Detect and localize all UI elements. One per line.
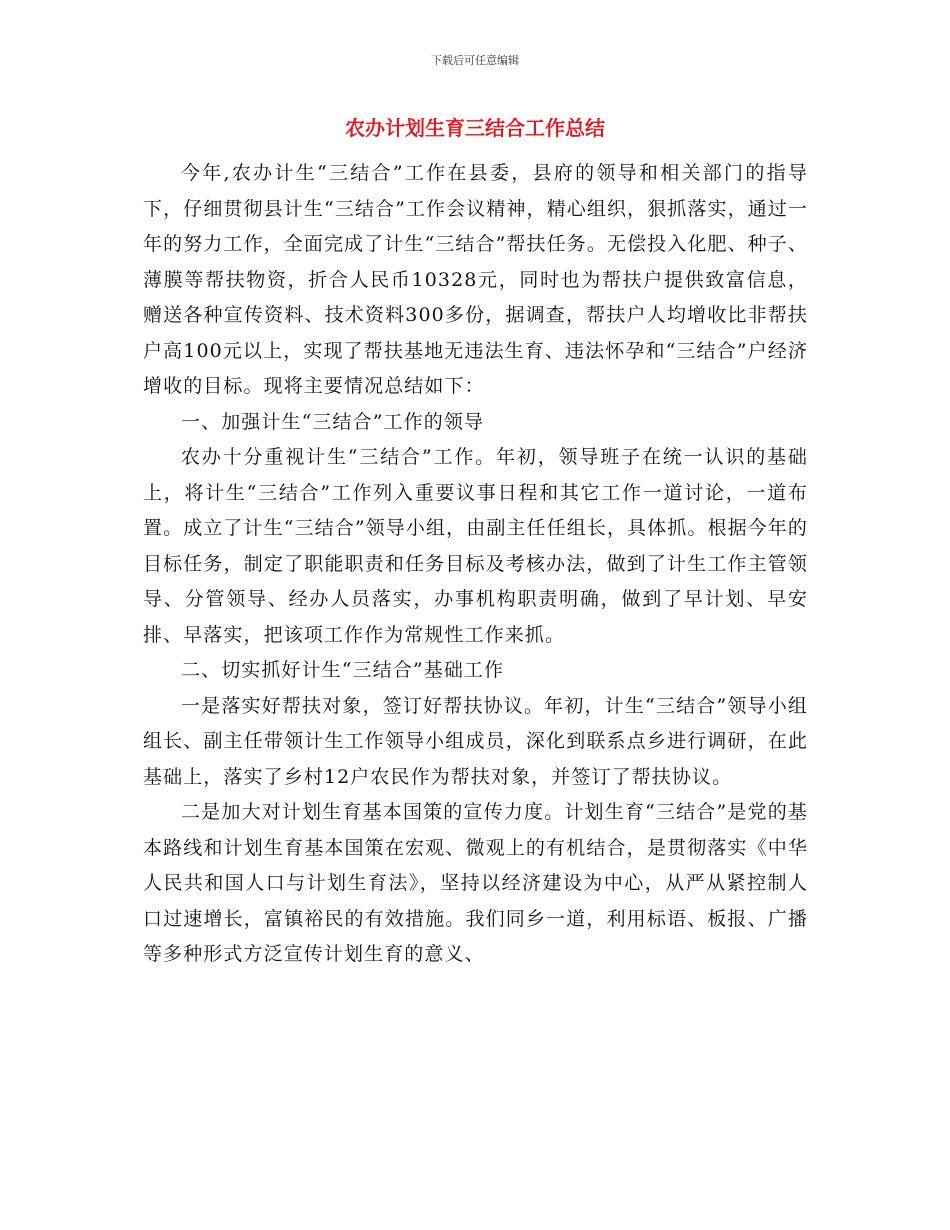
paragraph-section-1: 农办十分重视计生“三结合”工作。年初，领导班子在统一认识的基础上，将计生“三结合”工作列入重要议事日程和其它工作一道讨论，一道布置。成立了计生“三结合”领导小组，由副主任任组长，具体抓。根据今年的目标任务，制定了职能职责和任务目标及考核办法，做到了计生工作主管领导、分管领导、经办人员落实，办事机构职责明确，做到了早计划、早安排、早落实，把该项工作作为常规性工作来抓。 [143,446,808,646]
document-title: 农办计划生育三结合工作总结 [345,116,605,140]
page-header: 下载后可任意编辑 [431,54,519,67]
section-heading-2: 二、切实抓好计生“三结合”基础工作 [181,659,505,681]
paragraph-point-1: 一是落实好帮扶对象，签订好帮扶协议。年初，计生“三结合”领导小组组长、副主任带领计生工作领导小组成员，深化到联系点乡进行调研，在此基础上，落实了乡村12户农民作为帮扶对象，并签订了帮扶协议。 [143,694,808,788]
section-heading-1: 一、加强计生“三结合”工作的领导 [181,410,485,433]
paragraph-intro: 今年,农办计生“三结合”工作在县委，县府的领导和相关部门的指导下，仔细贯彻县计生“三结合”工作会议精神，精心组织，狠抓落实，通过一年的努力工作，全面完成了计生“三结合”帮扶任务。无偿投入化肥、种子、薄膜等帮扶物资，折合人民币10328元，同时也为帮扶户提供致富信息，赠送各种宣传资料、技术资料300多份，据调查，帮扶户人均增收比非帮扶户高100元以上，实现了帮扶基地无违法生育、违法怀孕和“三结合”户经济增收的目标。现将主要情况总结如下： [143,162,808,397]
paragraph-point-2: 二是加大对计划生育基本国策的宣传力度。计划生育“三结合”是党的基本路线和计划生育基本国策在宏观、微观上的有机结合，是贯彻落实《中华人民共和国人口与计划生育法》，坚持以经济建设为中心，从严从紧控制人口过速增长，富镇裕民的有效措施。我们同乡一道，利用标语、板报、广播等多种形式方泛宣传计划生育的意义、 [143,801,808,965]
document-body [143,156,808,973]
